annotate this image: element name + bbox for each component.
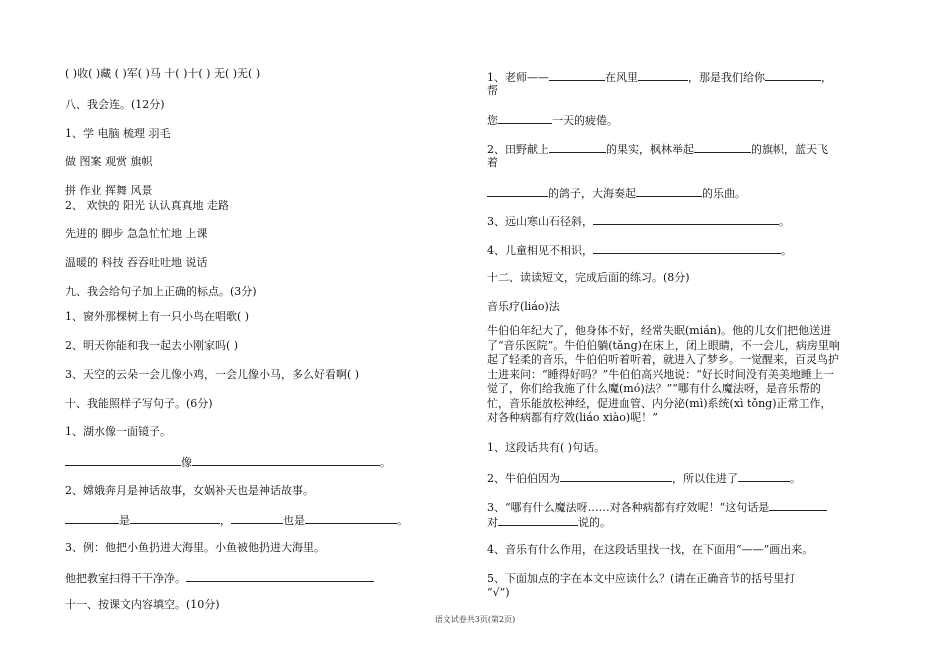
story-title: 音乐疗(liáo)法 [487,300,560,313]
match-row: 温暖的 科技 吞吞吐吐地 说话 [65,256,208,269]
answer-blank[interactable] [694,141,751,153]
answer-blank[interactable] [636,185,702,197]
question-1: 1、这段话共有( )句话。 [487,441,606,454]
answer-blank[interactable] [231,512,283,524]
example-sentence: 3、例：他把小鱼扔进大海里。小鱼被他扔进大海里。 [65,541,325,554]
answer-word: 也是 [283,514,305,527]
answer-line [65,570,374,586]
fill-characters-line: ( )收( )藏 ( )军( )马 十( )十( ) 无( )无( ) [65,67,261,80]
section-12-title: 十二、读读短文，完成后面的练习。(8分) [487,271,690,284]
example-sentence: 1、湖水像一面镜子。 [65,425,171,438]
page-footer: 语文试卷共3页(第2页) [434,615,516,624]
answer-blank[interactable] [738,470,790,482]
answer-word: 。 [380,456,391,469]
match-row: 2、 欢快的 阳光 认认真真地 走路 [65,199,229,212]
answer-blank[interactable] [130,512,220,524]
answer-line [65,454,391,470]
answer-word: 。 [397,514,408,527]
answer-blank[interactable] [65,512,119,524]
answer-blank[interactable] [65,454,181,466]
answer-word: 是 [119,514,130,527]
answer-word: ， [220,514,231,527]
match-row: 先进的 脚步 急急忙忙地 上课 [65,227,208,240]
question-3: 3、“哪有什么魔法呀……对各种病都有疗效呢！”这句话是 [487,499,827,515]
question-5-continued: “√”) [487,586,510,599]
story-passage: 牛伯伯年纪大了，他身体不好，经常失眠(mián)。他的儿女们把他送进了“音乐医院”。牛伯伯躺(tǎng)在床上，闭上眼睛，不一会儿，病房里响起了轻柔的音乐，牛伯伯听着听着，就进入了梦乡。一觉醒来，百灵鸟护士进来问：“睡得好吗？”牛伯伯高兴地说：“好长时间没有美美地睡上一觉了，你们给我施了什么魔(mó)法？”“哪有什么魔法呀，是音乐帮的忙，音乐能放松神经，促进血管、内分泌(mì)系统(xì tǒng)正常工作，对各种病都有疗效(liáo xiào)呢！” [487,324,840,424]
answer-blank[interactable] [498,112,552,124]
question-5: 5、下面加点的字在本文中应读什么？(请在正确音节的括号里打 [487,572,796,585]
section-11-title: 十一、按课文内容填空。(10分) [65,598,220,611]
answer-word: 像 [181,456,192,469]
answer-blank[interactable] [498,514,578,526]
question-2: 2、牛伯伯因为 ，所以住进了 。 [487,472,801,485]
answer-blank[interactable] [593,242,781,254]
answer-blank[interactable] [549,141,606,153]
punctuation-item: 2、明天你能和我一起去小刚家吗( ) [65,339,239,352]
answer-blank[interactable] [638,69,688,81]
answer-blank[interactable] [549,69,605,81]
fill-line: 1、老师—— 在风里 ，那是我们给你 ， [487,71,832,84]
poem-line: 3、远山寒山石径斜， 。 [487,215,790,228]
fill-line: 2、田野献上 的果实，枫林举起 的旗帜，蓝天飞 [487,143,828,156]
section-10-title: 十、我能照样子写句子。(6分) [65,397,213,410]
answer-blank[interactable] [305,512,397,524]
fill-line-continued: 帮 [487,84,498,97]
prompt-sentence: 他把教室扫得干干净净。 [65,572,186,585]
section-8-title: 八、我会连。(12分) [65,98,165,111]
poem-line: 4、儿童相见不相识， 。 [487,244,792,257]
section-9-title: 九、我会给句子加上正确的标点。(3分) [65,285,257,298]
answer-blank[interactable] [487,185,548,197]
match-row: 1、学 电脑 梳理 羽毛 [65,127,171,140]
answer-blank[interactable] [192,454,380,466]
answer-blank[interactable] [560,470,672,482]
question-4: 4、音乐有什么作用，在这段话里找一找，在下面用“——”画出来。 [487,543,814,556]
question-3-continued: 对 说的。 [487,516,611,529]
match-row: 拼 作业 挥舞 风景 [65,184,153,197]
answer-blank[interactable] [769,499,827,511]
example-sentence: 2、嫦娥奔月是神话故事，女娲补天也是神话故事。 [65,484,314,497]
answer-blank[interactable] [593,213,779,225]
punctuation-item: 1、窗外那棵树上有一只小鸟在唱歌( ) [65,310,250,323]
fill-line: 的鸽子，大海奏起 的乐曲。 [487,185,746,201]
answer-blank[interactable] [186,570,374,582]
fill-line: 您 一天的疲倦。 [487,114,618,127]
answer-blank[interactable] [765,69,821,81]
punctuation-item: 3、天空的云朵一会儿像小鸡，一会儿像小马，多么好看啊( ) [65,368,360,381]
fill-line-continued: 着 [487,156,498,169]
answer-line [65,512,408,528]
match-row: 做 图案 观赏 旗帜 [65,155,153,168]
